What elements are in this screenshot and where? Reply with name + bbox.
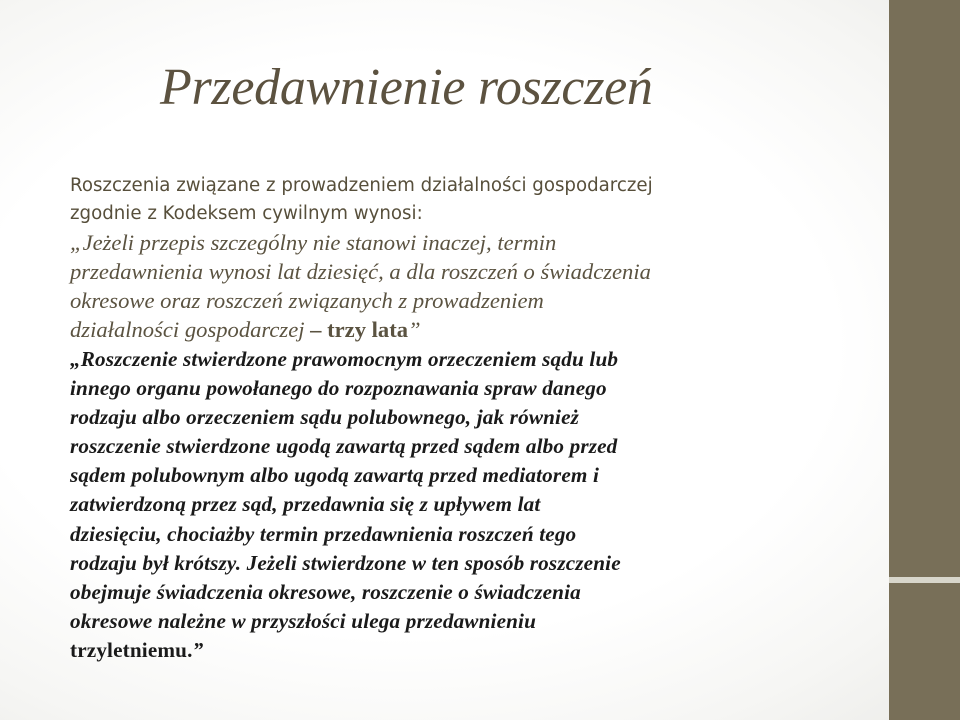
quote-line: okresowe należne w przyszłości ulega przedawnieniu xyxy=(70,608,537,633)
quote-line: innego organu powołanego do rozpoznawania spraw danego xyxy=(70,376,607,401)
quote-line: obejmuje świadczenia okresowe, roszczenie o świadczenia xyxy=(70,579,581,604)
intro-line: zgodnie z Kodeksem cywilnym wynosi: xyxy=(70,203,423,224)
quote-close-mark: ” xyxy=(408,317,421,342)
intro-paragraph xyxy=(70,172,850,228)
intro-line: Roszczenia związane z prowadzeniem działalności gospodarczej xyxy=(70,175,653,196)
quote-close-mark: ” xyxy=(192,637,204,662)
quote-line: rodzaju albo orzeczeniem sądu polubownego, jak również xyxy=(70,405,580,430)
quote-line: zatwierdzoną przez sąd, przedawnia się z upływem lat xyxy=(70,492,541,517)
quote-line: okresowe oraz roszczeń związanych z prowadzeniem xyxy=(70,288,544,313)
sidebar-stripe xyxy=(889,577,960,583)
quote-statute-general xyxy=(70,228,860,344)
quote-statute-judgment xyxy=(70,345,860,665)
quote-line: działalności gospodarczej xyxy=(70,317,311,342)
quote-emphasis-three-years: – trzy lata xyxy=(310,317,409,342)
quote-line: przedawnienia wynosi lat dziesięć, a dla roszczeń o świadczenia xyxy=(70,259,651,284)
quote-line: rodzaju był krótszy. Jeżeli stwierdzone w ten sposób roszczenie xyxy=(70,550,621,575)
slide-title: Przedawnienie roszczeń xyxy=(160,59,653,116)
quote-line: „Roszczenie stwierdzone prawomocnym orzeczeniem sądu lub xyxy=(70,347,619,371)
quote-line: roszczenie stwierdzone ugodą zawartą przed sądem albo przed xyxy=(70,434,618,459)
quote-line: dziesięciu, chociażby termin przedawnienia roszczeń tego xyxy=(70,521,577,546)
sidebar-decoration xyxy=(889,0,960,720)
quote-emphasis-three-year: trzyletniemu. xyxy=(70,637,193,662)
quote-line: sądem polubownym albo ugodą zawartą przed mediatorem i xyxy=(70,463,599,488)
quote-line: „Jeżeli przepis szczególny nie stanowi inaczej, termin xyxy=(70,230,557,255)
